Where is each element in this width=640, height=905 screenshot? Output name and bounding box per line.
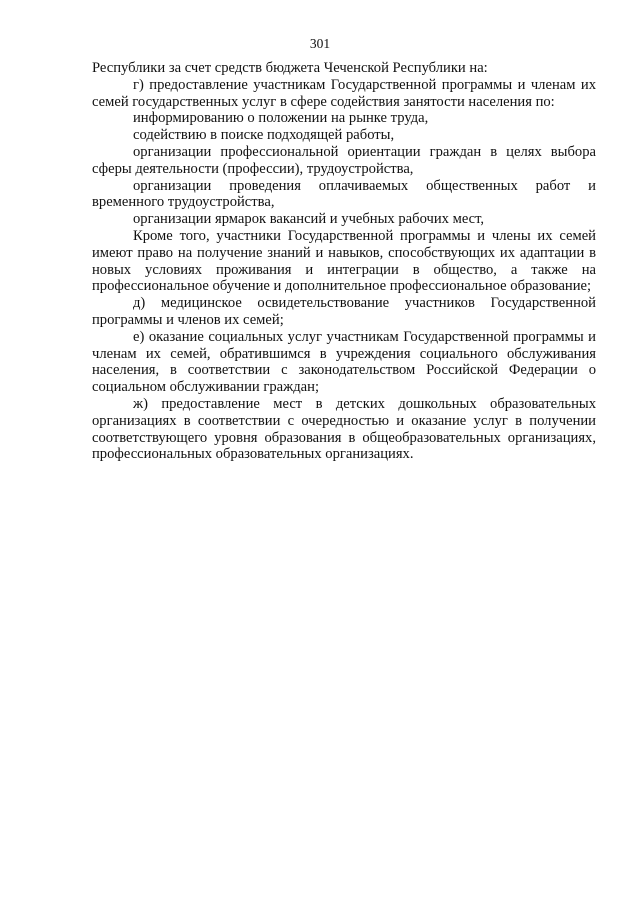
paragraph-1: Республики за счет средств бюджета Чеченской Республики на: <box>92 60 488 76</box>
page-number: 301 <box>309 36 331 51</box>
paragraph-5: организации профессиональной ориентации граждан в целях выбора сферы деятельности (профессии), трудоустройства, <box>92 143 596 177</box>
paragraph-3: информированию о положении на рынке труда, <box>133 110 429 127</box>
paragraph-2: г) предоставление участникам Государственной программы и членам их семей государственных услуг в сфере содействия занятости населения по: <box>92 76 596 110</box>
paragraph-4: содействию в поиске подходящей работы, <box>133 127 395 144</box>
document-body <box>92 60 596 463</box>
paragraph-6: организации проведения оплачиваемых общественных работ и временного трудоустройства, <box>92 177 596 211</box>
paragraph-9: д) медицинское освидетельствование участников Государственной программы и членов их семей; <box>92 295 596 328</box>
paragraph-11: ж) предоставление мест в детских дошкольных образовательных организациях в соответствии с очередностью и оказание услуг в получении соответствующего уровня образования в общеобразовательных организациях, профессиональных образовательных организациях. <box>92 395 596 463</box>
paragraph-8: Кроме того, участники Государственной программы и члены их семей имеют право на получение знаний и навыков, способствующих их адаптации в новых условиях проживания и интеграции в общество, а также на профессиональное обучение и дополнительное профессиональное образование; <box>92 227 596 295</box>
paragraph-7: организации ярмарок вакансий и учебных рабочих мест, <box>133 211 485 228</box>
paragraph-10: е) оказание социальных услуг участникам Государственной программы и членам их семей, обратившимся в учреждения социального обслуживания населения, в соответствии с законодательством Российской Федерации о социальном обслуживании граждан; <box>92 328 596 396</box>
